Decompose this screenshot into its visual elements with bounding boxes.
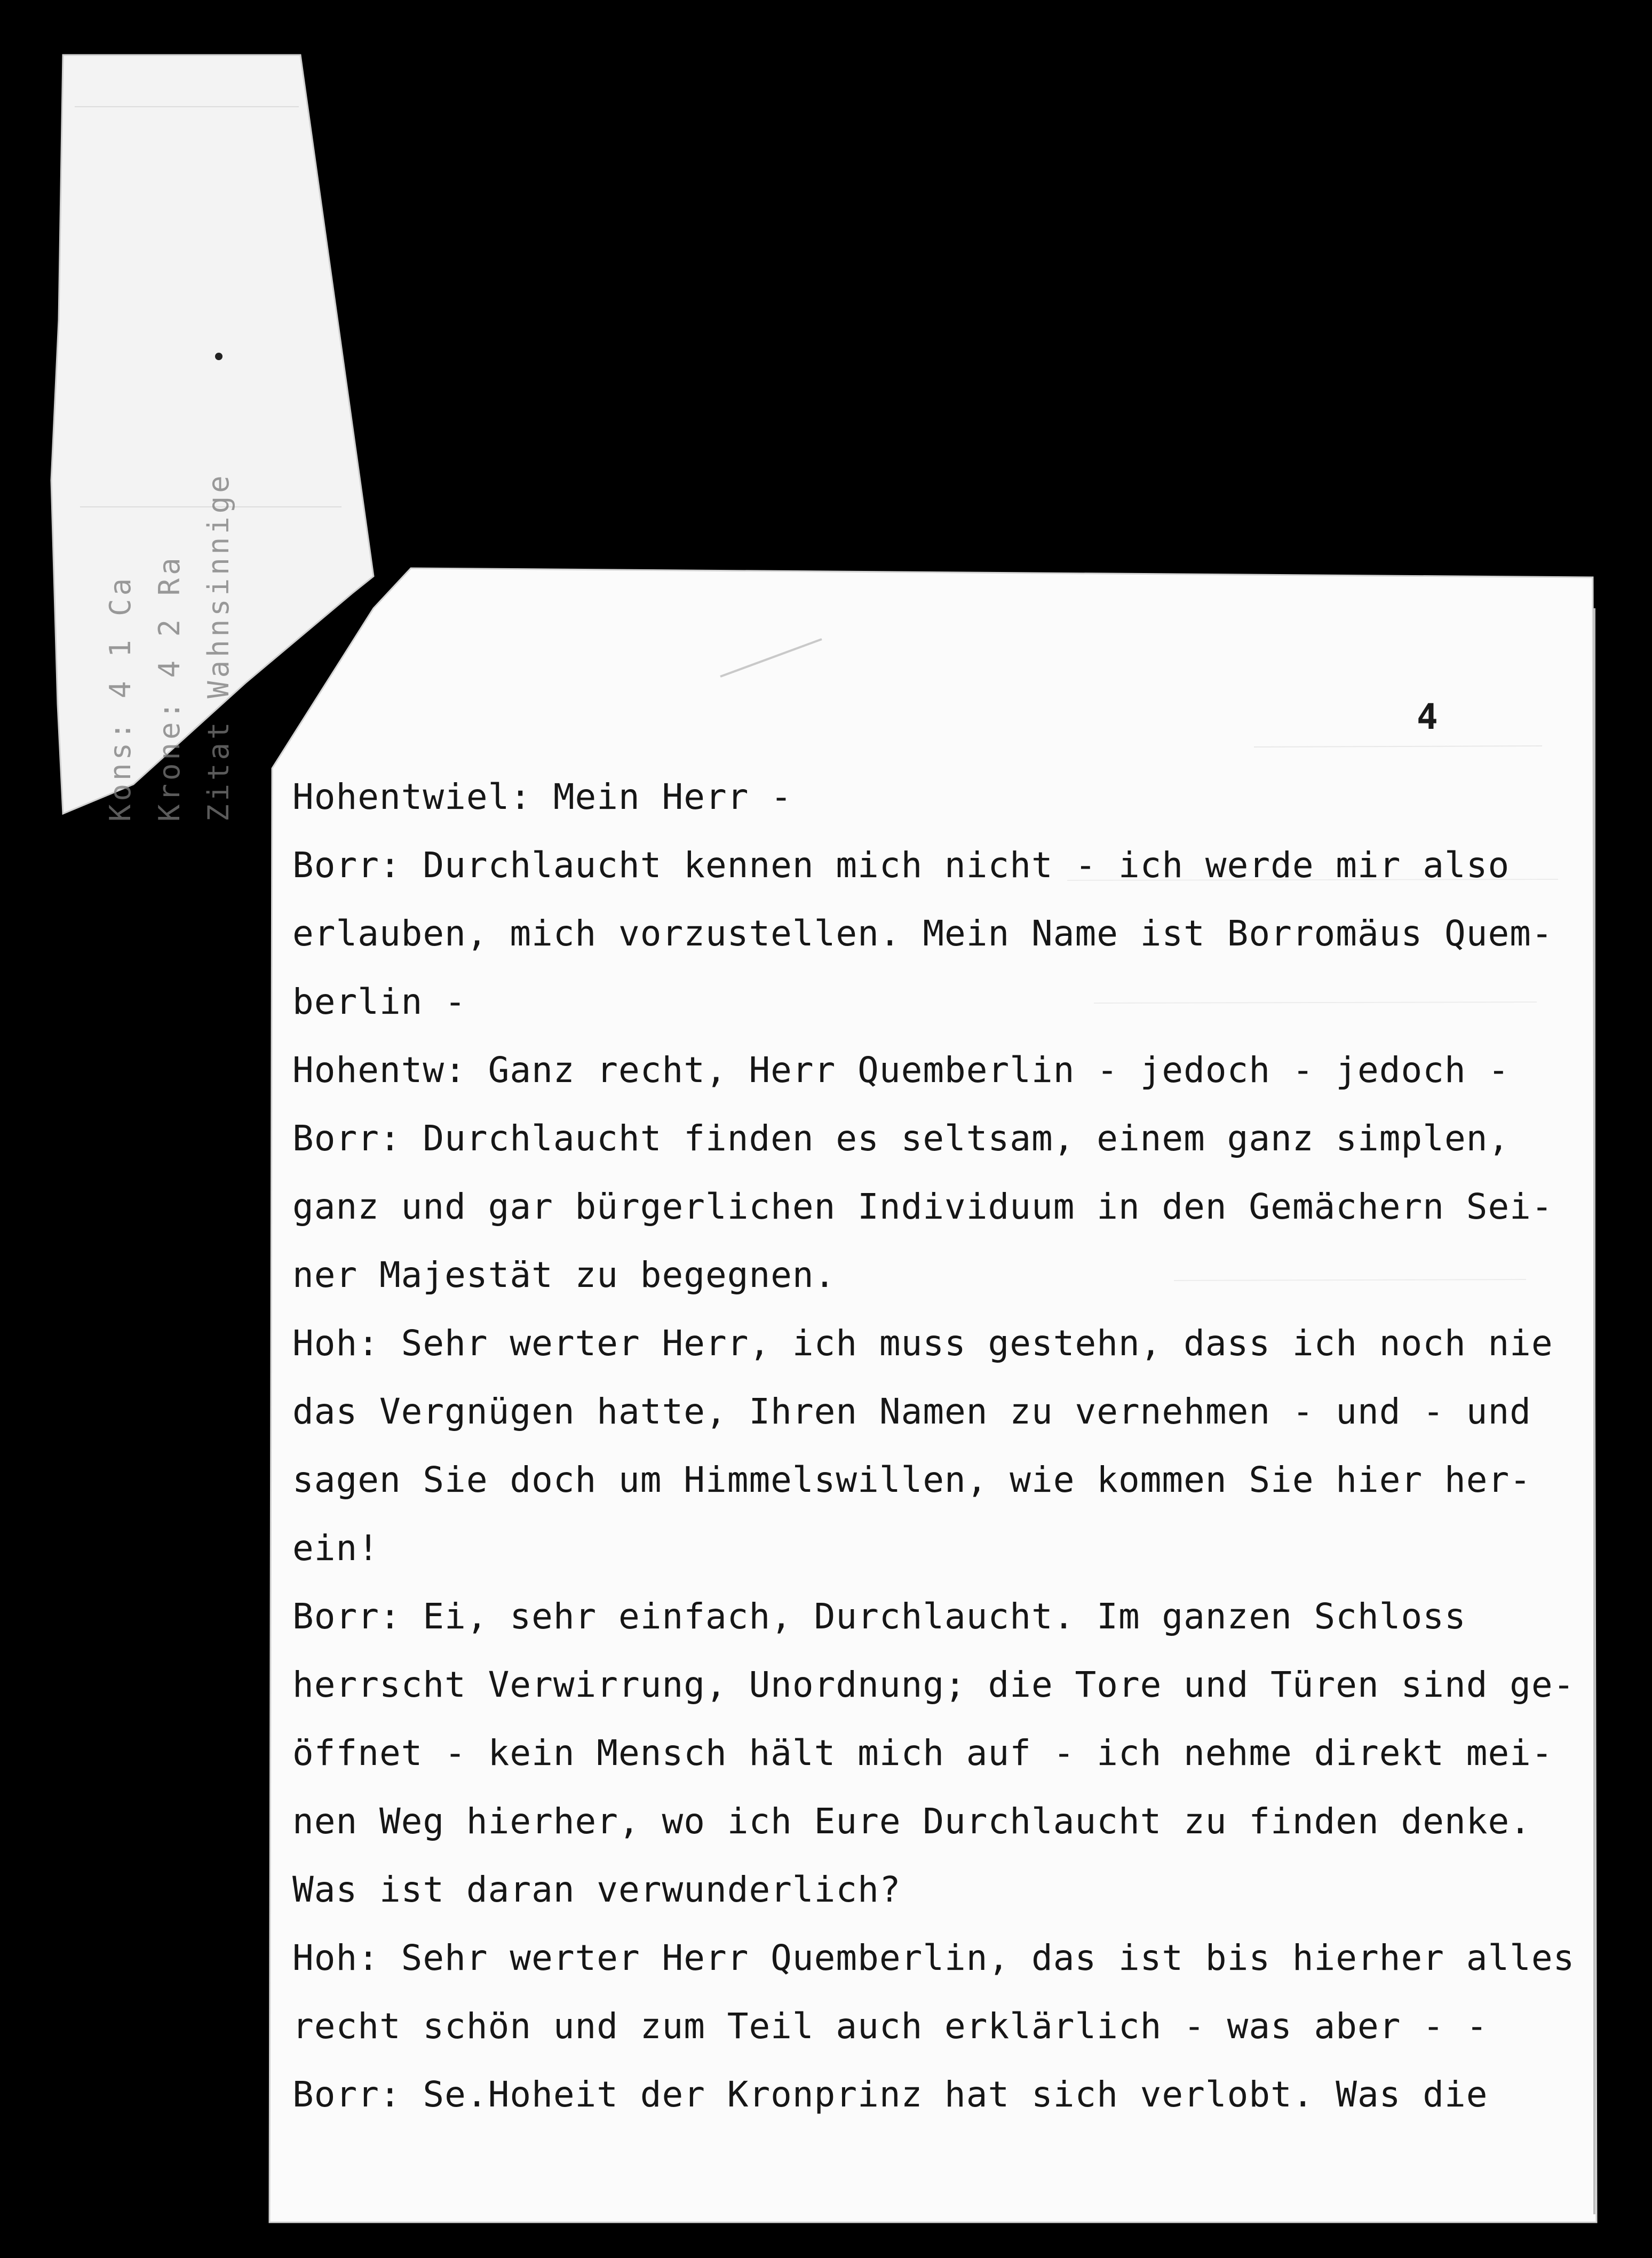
text-line: ein! [292,1528,379,1569]
text-line: erlauben, mich vorzustellen. Mein Name ist Borromäus Quem- [292,913,1553,954]
text-line: herrscht Verwirrung, Unordnung; die Tore und Türen sind ge- [292,1664,1575,1705]
text-line: Borr: Ei, sehr einfach, Durchlaucht. Im ganzen Schloss [292,1596,1466,1637]
text-line: nen Weg hierher, wo ich Eure Durchlaucht zu finden denke. [292,1801,1531,1842]
text-line: berlin - [292,981,466,1022]
slip-line: Kons: 4 1 Ca [104,575,137,822]
text-line: Borr: Durchlaucht finden es seltsam, einem ganz simplen, [292,1118,1510,1159]
text-line: Hoh: Sehr werter Herr, ich muss gestehn, dass ich noch nie [292,1323,1553,1364]
text-line: Was ist daran verwunderlich? [292,1869,901,1910]
typed-text [292,763,1575,2129]
page-number: 4 [1417,696,1438,737]
text-line: Hoh: Sehr werter Herr Quemberlin, das ist bis hierher alles [292,1937,1575,1978]
text-line: öffnet - kein Mensch hält mich auf - ich nehme direkt mei- [292,1732,1553,1774]
text-line: Borr: Durchlaucht kennen mich nicht - ich werde mir also [292,845,1510,886]
text-line: ner Majestät zu begegnen. [292,1254,836,1295]
text-line: ganz und gar bürgerlichen Individuum in den Gemächern Sei- [292,1186,1553,1227]
text-line: das Vergnügen hatte, Ihren Namen zu vernehmen - und - und [292,1391,1531,1432]
text-line: Hohentwiel: Mein Herr - [292,776,792,817]
text-line: sagen Sie doch um Himmelswillen, wie kommen Sie hier her- [292,1459,1531,1500]
text-line: Borr: Se.Hoheit der Kronprinz hat sich verlobt. Was die [292,2074,1488,2115]
slip-line: Zitat Wahnsinnige [202,472,235,822]
text-line: recht schön und zum Teil auch erklärlich - was aber - - [292,2006,1488,2047]
text-line: Hohentw: Ganz recht, Herr Quemberlin - jedoch - jedoch - [292,1050,1510,1091]
slip-line: Krone: 4 2 Ra [153,554,186,822]
